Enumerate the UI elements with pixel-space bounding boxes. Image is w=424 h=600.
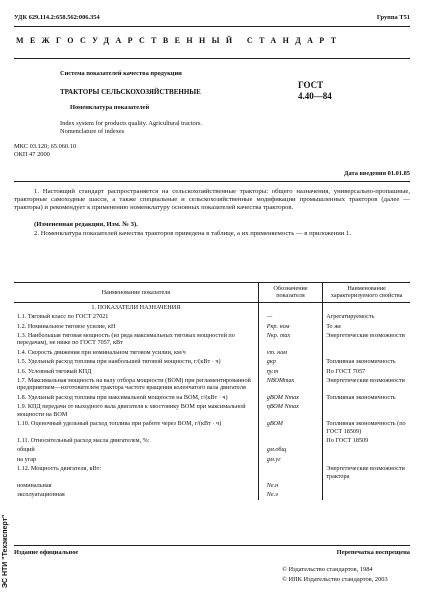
standard-banner: МЕЖГОСУДАРСТВЕННЫЙ СТАНДАРТ (16, 36, 343, 45)
row-symbol (258, 464, 323, 481)
table-row (14, 312, 410, 321)
section-title: 1. ПОКАЗАТЕЛИ НАЗНАЧЕНИЯ (91, 303, 181, 311)
table-row (14, 367, 410, 376)
table-row (14, 402, 410, 419)
row-name: 1.1. Тяговый класс по ГОСТ 27021 (17, 313, 109, 321)
row-property (323, 445, 410, 454)
row-symbol: Nе.э (258, 490, 323, 499)
table-row (14, 348, 410, 357)
row-symbol: Nе.н (258, 481, 323, 490)
row-property (323, 490, 410, 499)
row-name: 1.8. Удельный расход топлива при максимальной мощности на ВОМ, г/(кВт · ч) (17, 393, 228, 401)
udk-code: УДК 629.114.2:658.562:006.354 (14, 14, 100, 21)
row-name: 1.2. Номинальное тяговое усилие, кН (17, 322, 116, 330)
table-row (14, 455, 410, 464)
paragraph-1: 1. Настоящий стандарт распространяется на сельскохозяйственные тракторы: общего назначения, универсально-пропашные, тракторные самоходные шасси, а также специальные и сельскохозяйственные модификации промышленных тракторов (далее — тракторы) и рекомендует к применению номенклатуру основных показателей качества тракторов. (14, 188, 410, 212)
row-symbol: gкр (258, 357, 323, 366)
table-row (14, 436, 410, 445)
row-name: 1.11. Относительный расход масла двигателем, %: (17, 436, 150, 444)
section-row (14, 302, 410, 312)
row-symbol: gВОМ (258, 419, 323, 436)
top-rule (14, 26, 410, 27)
indicators-table (14, 282, 410, 500)
row-property: По ГОСТ 7057 (326, 367, 366, 375)
row-name: номинальная (17, 481, 52, 489)
row-property: Энергетические возможности (326, 332, 405, 340)
row-name: общий (17, 446, 35, 454)
introduction-date: Дата введения 01.01.85 (344, 170, 410, 177)
row-property (323, 402, 410, 419)
row-property: По ГОСТ 18509 (326, 436, 369, 444)
row-name: на угар (17, 455, 37, 463)
row-name: 1.7. Максимальная мощность на валу отбора мощности (ВОМ) при регламентированной предприятием—изготовителем трактора частоте вращения коленчатого вала двигателя (17, 377, 251, 392)
table-row (14, 322, 410, 331)
row-name: 1.9. КПД передачи от выходного вала двигателя к хвостовику ВОМ при максимальной мощности на ВОМ (17, 403, 246, 418)
table-row (14, 376, 410, 393)
table-row (14, 357, 410, 366)
row-symbol: Nкр. max (258, 331, 323, 348)
section-property-cell (323, 302, 410, 312)
copyright-2003: © ИПК Издательство стандартов, 2003 (282, 576, 388, 583)
row-name: 1.3. Наибольшая тяговая мощность (из ряда максимальных тяговых мощностей по передачам), не ниже по ГОСТ 7057, кВт (17, 332, 235, 347)
row-symbol: ηу.т (258, 367, 323, 376)
row-property (323, 481, 410, 490)
table-header-row (14, 283, 410, 303)
reprint-prohibited-label: Перепечатка воспрещена (336, 549, 410, 556)
row-property: То же (326, 322, 342, 330)
row-name: 1.10. Оценочный удельный расход топлива при работе через ВОМ, г/(кВт · ч) (17, 420, 222, 428)
row-name: эксплуатационная (17, 491, 65, 499)
okp-code: ОКП 47 2000 (14, 151, 50, 158)
row-symbol: Pкр. ном (258, 322, 323, 331)
row-property: Топливная экономичность (326, 358, 396, 366)
row-property: Энергетические возможности трактора (326, 465, 405, 480)
side-stamp: ЭС НТИ "Техэксперт" (2, 514, 9, 588)
row-symbol: gм.уг (258, 455, 323, 464)
copyright-1984: © Издательство стандартов, 1984 (282, 566, 373, 573)
date-rule (14, 181, 410, 182)
table-row (14, 419, 410, 436)
group-code: Группа Т51 (376, 14, 410, 21)
table-row (14, 331, 410, 348)
row-symbol: — (258, 312, 323, 321)
amendment-note: (Измененная редакция, Изм. № 3). (34, 221, 138, 228)
table-row (14, 481, 410, 490)
system-line: Система показателей качества продукции (60, 70, 182, 77)
section-symbol-cell (258, 302, 323, 312)
row-name: 1.5. Удельный расход топлива при наибольшей тяговой мощности, г/(кВт · ч) (17, 358, 221, 366)
document-title: ТРАКТОРЫ СЕЛЬСКОХОЗЯЙСТВЕННЫЕ (60, 88, 201, 96)
english-title-line-1: Index system for products quality. Agricultural tractors. (60, 120, 202, 127)
mks-code: МКС 03.120; 65.060.10 (14, 143, 77, 150)
row-property (323, 348, 410, 357)
document-subtitle: Номенклатура показателей (70, 104, 150, 111)
gost-number: 4.40—84 (298, 91, 332, 101)
table-row (14, 490, 410, 499)
footer-rule (14, 545, 410, 546)
row-name: 1.12. Мощность двигателя, кВт: (17, 465, 102, 473)
row-property: Агрегатируемость (326, 313, 375, 321)
row-symbol: gм.общ (258, 445, 323, 454)
table-row (14, 393, 410, 402)
english-title-line-2: Nomenclature of indexes (60, 128, 125, 135)
table-row (14, 445, 410, 454)
banner-rule (14, 58, 410, 59)
official-edition-label: Издание официальное (14, 549, 79, 556)
row-name: 1.6. Условный тяговый КПД (17, 367, 92, 375)
row-symbol (258, 436, 323, 445)
table-row (14, 464, 410, 481)
header-symbol: Обозначение показателя (258, 283, 323, 303)
row-symbol: gВОМ Nmax (258, 393, 323, 402)
row-property (323, 455, 410, 464)
row-property: Энергетические возможности (326, 377, 405, 385)
row-symbol: NВОМmax (258, 376, 323, 393)
header-name: Наименование показателя (14, 283, 258, 303)
paragraph-2: 2. Номенклатура показателей качества тракторов приведена в таблице, а их применяемость — в приложении 1. (34, 230, 352, 237)
row-property: Топливная экономичность (326, 393, 396, 401)
header-property: Наименование характеризуемого свойства (323, 283, 410, 303)
row-symbol: vт. ном (258, 348, 323, 357)
row-symbol: ηВОМ Nmax (258, 402, 323, 419)
gost-label: ГОСТ (298, 80, 324, 90)
row-property: Топливная экономичность (по ГОСТ 18509) (326, 420, 406, 435)
row-name: 1.4. Скорость движения при номинальном тяговом усилии, км/ч (17, 348, 186, 356)
